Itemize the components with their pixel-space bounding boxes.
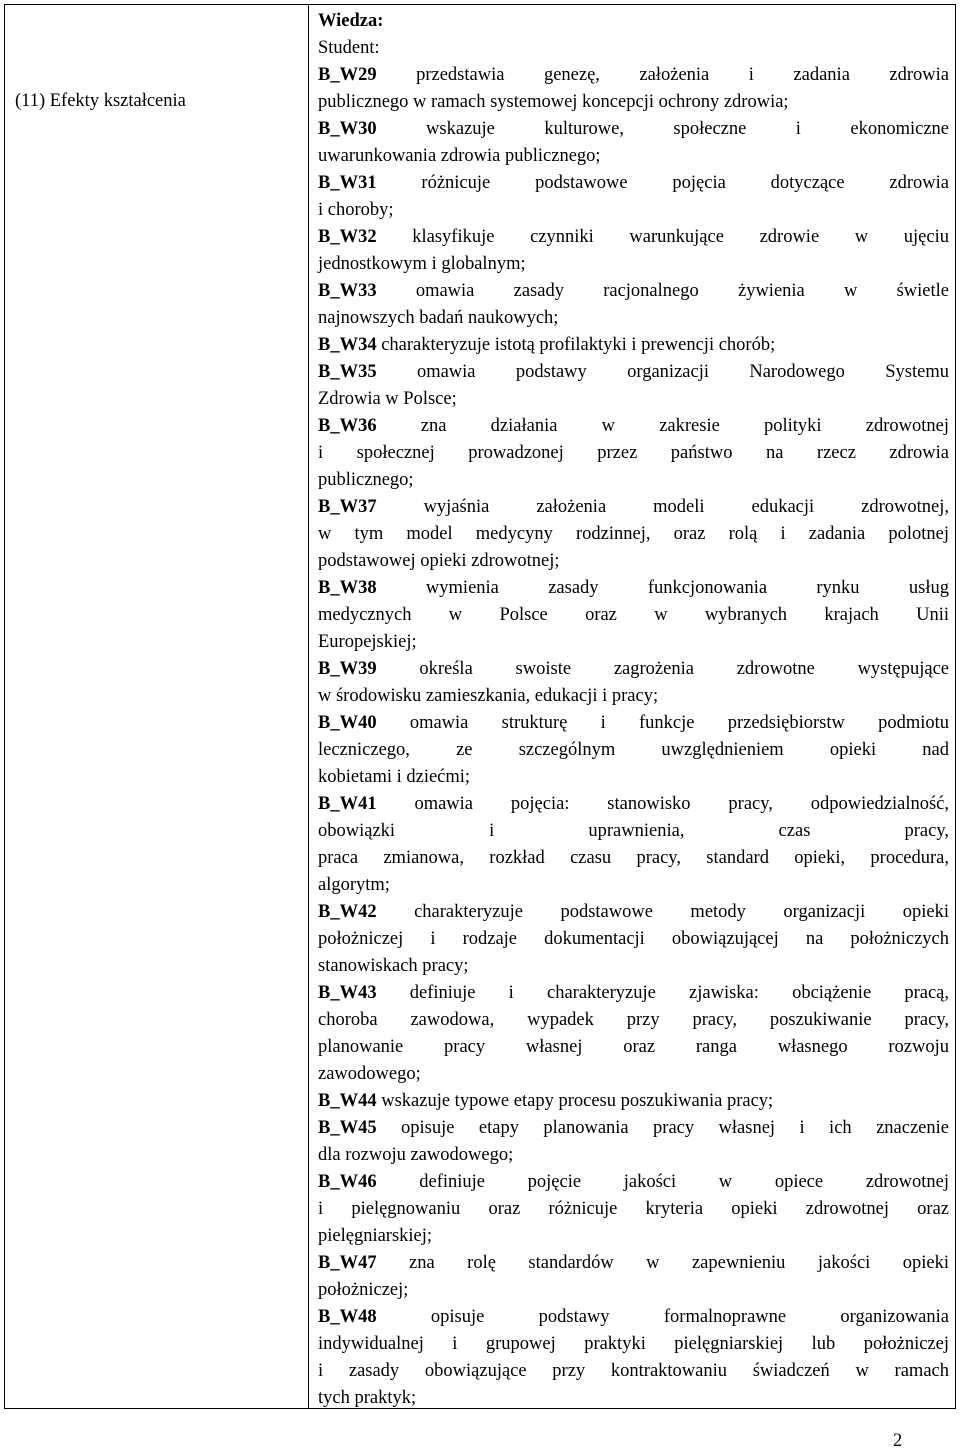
outcome-text: charakteryzuje podstawowe metody organizacji opieki xyxy=(376,902,949,922)
outcome-code: B_W36 xyxy=(318,416,377,436)
outcome-line: publicznego; xyxy=(318,470,414,490)
outcome-line: tych praktyk; xyxy=(318,1388,417,1408)
outcome-line: publicznego w ramach systemowej koncepcji ochrony zdrowia; xyxy=(318,92,789,112)
outcome-item xyxy=(318,575,949,656)
outcome-line: Zdrowia w Polsce; xyxy=(318,389,457,409)
outcome-line: praca zmianowa, rozkład czasu pracy, standard opieki, procedura, xyxy=(318,848,949,868)
outcome-item xyxy=(318,1088,949,1115)
outcome-line: najnowszych badań naukowych; xyxy=(318,308,559,328)
outcome-code: B_W47 xyxy=(318,1253,377,1273)
outcome-line: jednostkowym i globalnym; xyxy=(318,254,526,274)
outcome-line: Europejskiej; xyxy=(318,632,417,652)
row-label-cell xyxy=(5,5,309,1408)
outcome-line: zawodowego; xyxy=(318,1064,421,1084)
outcome-line: pielęgniarskiej; xyxy=(318,1226,433,1246)
outcome-item xyxy=(318,116,949,170)
outcome-line: i choroby; xyxy=(318,200,394,220)
outcome-item xyxy=(318,791,949,899)
outcome-code: B_W41 xyxy=(318,794,377,814)
outcome-first-line xyxy=(318,1169,949,1196)
outcome-code: B_W39 xyxy=(318,659,377,679)
outcome-line: dla rozwoju zawodowego; xyxy=(318,1145,514,1165)
outcome-line: indywidualnej i grupowej praktyki pielęgniarskiej lub położniczej xyxy=(318,1334,949,1354)
outcome-text: opisuje etapy planowania pracy własnej i ich znaczenie xyxy=(376,1118,949,1138)
outcome-text: omawia podstawy organizacji Narodowego Systemu xyxy=(376,362,949,382)
row-label: (11) Efekty kształcenia xyxy=(15,91,186,111)
outcome-first-line xyxy=(318,575,949,602)
outcome-text: zna rolę standardów w zapewnieniu jakości opieki xyxy=(376,1253,949,1273)
outcome-item xyxy=(318,1169,949,1250)
outcome-first-line xyxy=(318,1115,949,1142)
outcome-code: B_W38 xyxy=(318,578,377,598)
outcome-item xyxy=(318,899,949,980)
outcome-first-line xyxy=(318,656,949,683)
outcome-code: B_W29 xyxy=(318,65,377,85)
outcome-line: leczniczego, ze szczególnym uwzględnieniem opieki nad xyxy=(318,740,949,760)
outcome-code: B_W34 xyxy=(318,335,377,355)
outcome-first-line xyxy=(318,791,949,818)
outcome-text: wyjaśnia założenia modeli edukacji zdrowotnej, xyxy=(376,497,949,517)
outcome-first-line xyxy=(318,116,949,143)
subject-label: Student: xyxy=(318,38,380,58)
outcome-first-line xyxy=(318,494,949,521)
outcome-text: charakteryzuje istotą profilaktyki i prewencji chorób; xyxy=(376,335,776,355)
outcome-line: uwarunkowania zdrowia publicznego; xyxy=(318,146,601,166)
outcome-code: B_W45 xyxy=(318,1118,377,1138)
outcome-first-line xyxy=(318,332,949,359)
outcome-first-line xyxy=(318,413,949,440)
outcome-code: B_W33 xyxy=(318,281,377,301)
outcome-item xyxy=(318,224,949,278)
outcome-text: definiuje pojęcie jakości w opiece zdrowotnej xyxy=(376,1172,949,1192)
outcome-text: wskazuje typowe etapy procesu poszukiwania pracy; xyxy=(376,1091,774,1111)
outcome-first-line xyxy=(318,278,949,305)
outcome-line: i pielęgnowaniu oraz różnicuje kryteria opieki zdrowotnej oraz xyxy=(318,1199,949,1219)
content-cell xyxy=(309,5,955,1408)
outcome-line: obowiązki i uprawnienia, czas pracy, xyxy=(318,821,949,841)
outcome-first-line xyxy=(318,1304,949,1331)
outcome-first-line xyxy=(318,1250,949,1277)
outcome-code: B_W44 xyxy=(318,1091,377,1111)
outcome-item xyxy=(318,494,949,575)
outcome-line: medycznych w Polsce oraz w wybranych krajach Unii xyxy=(318,605,949,625)
outcome-item xyxy=(318,170,949,224)
outcome-line: położniczej i rodzaje dokumentacji obowiązującej na położniczych xyxy=(318,929,949,949)
outcome-text: definiuje i charakteryzuje zjawiska: obciążenie pracą, xyxy=(376,983,949,1003)
outcome-line: algorytm; xyxy=(318,875,390,895)
outcome-line: położniczej; xyxy=(318,1280,409,1300)
outcome-text: przedstawia genezę, założenia i zadania zdrowia xyxy=(376,65,949,85)
outcome-first-line xyxy=(318,899,949,926)
outcome-line: stanowiskach pracy; xyxy=(318,956,469,976)
outcome-item xyxy=(318,413,949,494)
outcome-item xyxy=(318,1115,949,1169)
outcome-first-line xyxy=(318,62,949,89)
outcome-first-line xyxy=(318,980,949,1007)
outcomes-list xyxy=(318,62,949,1412)
outcome-code: B_W46 xyxy=(318,1172,377,1192)
outcome-line: choroba zawodowa, wypadek przy pracy, poszukiwanie pracy, xyxy=(318,1010,949,1030)
outcome-item xyxy=(318,332,949,359)
outcome-text: określa swoiste zagrożenia zdrowotne występujące xyxy=(376,659,949,679)
outcome-text: omawia zasady racjonalnego żywienia w świetle xyxy=(376,281,949,301)
outcome-code: B_W32 xyxy=(318,227,377,247)
outcome-item xyxy=(318,656,949,710)
outcome-text: różnicuje podstawowe pojęcia dotyczące zdrowia xyxy=(376,173,949,193)
outcome-text: klasyfikuje czynniki warunkujące zdrowie w ujęciu xyxy=(376,227,949,247)
outcome-text: opisuje podstawy formalnoprawne organizowania xyxy=(376,1307,949,1327)
outcome-item xyxy=(318,980,949,1088)
outcome-item xyxy=(318,1250,949,1304)
outcome-code: B_W35 xyxy=(318,362,377,382)
outcome-code: B_W43 xyxy=(318,983,377,1003)
outcome-first-line xyxy=(318,224,949,251)
outcome-code: B_W48 xyxy=(318,1307,377,1327)
outcome-first-line xyxy=(318,170,949,197)
outcome-code: B_W40 xyxy=(318,713,377,733)
outcome-line: podstawowej opieki zdrowotnej; xyxy=(318,551,560,571)
outcome-first-line xyxy=(318,710,949,737)
section-heading: Wiedza: xyxy=(318,11,384,31)
outcome-text: wymienia zasady funkcjonowania rynku usług xyxy=(376,578,949,598)
outcome-code: B_W30 xyxy=(318,119,377,139)
outcome-code: B_W42 xyxy=(318,902,377,922)
outcome-first-line xyxy=(318,359,949,386)
outcome-item xyxy=(318,710,949,791)
outcome-text: wskazuje kulturowe, społeczne i ekonomiczne xyxy=(376,119,949,139)
outcome-code: B_W31 xyxy=(318,173,377,193)
outcome-line: w środowisku zamieszkania, edukacji i pracy; xyxy=(318,686,659,706)
outcome-line: planowanie pracy własnej oraz ranga własnego rozwoju xyxy=(318,1037,949,1057)
outcome-item xyxy=(318,1304,949,1412)
outcome-item xyxy=(318,359,949,413)
outcome-item xyxy=(318,278,949,332)
outcome-line: i społecznej prowadzonej przez państwo na rzecz zdrowia xyxy=(318,443,949,463)
outcome-line: kobietami i dziećmi; xyxy=(318,767,471,787)
outcome-text: omawia pojęcia: stanowisko pracy, odpowiedzialność, xyxy=(376,794,949,814)
learning-outcomes-table xyxy=(4,4,956,1409)
outcome-code: B_W37 xyxy=(318,497,377,517)
outcome-item xyxy=(318,62,949,116)
outcome-line: w tym model medycyny rodzinnej, oraz rolą i zadania polotnej xyxy=(318,524,949,544)
outcome-line: i zasady obowiązujące przy kontraktowaniu świadczeń w ramach xyxy=(318,1361,949,1381)
page-number: 2 xyxy=(893,1431,903,1451)
outcome-text: zna działania w zakresie polityki zdrowotnej xyxy=(376,416,949,436)
outcome-text: omawia strukturę i funkcje przedsiębiorstw podmiotu xyxy=(376,713,949,733)
outcome-first-line xyxy=(318,1088,949,1115)
